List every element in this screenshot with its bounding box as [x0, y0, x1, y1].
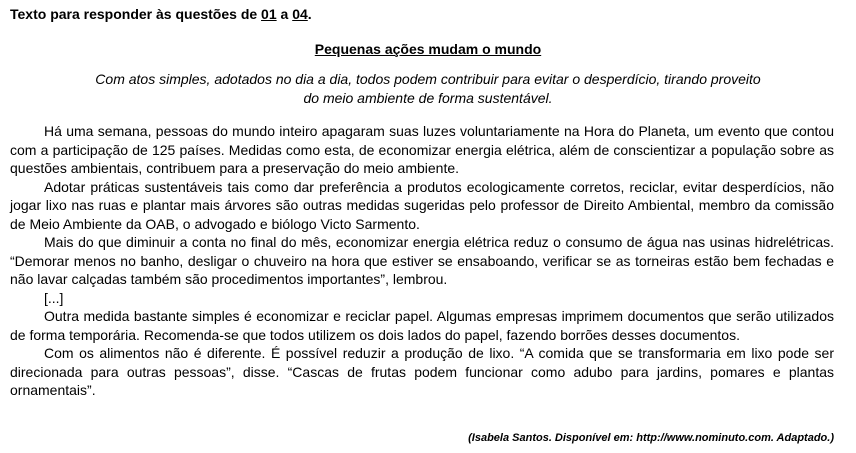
header-prefix: Texto para responder às questões de [10, 6, 262, 22]
source-citation: (Isabela Santos. Disponível em: http://www.nominuto.com. Adaptado.) [468, 432, 834, 444]
omission-marker: [...] [44, 289, 64, 306]
paragraph-5: Com os alimentos não é diferente. É possível reduzir a produção de lixo. “A comida que se transformaria em lixo pode ser direcionada para outras pessoas”, disse. “Cascas de frutas podem funcionar como adubo para jardins, pomares e plantas ornamentais”. [10, 345, 834, 398]
article-lead [40, 70, 816, 108]
lead-line-1: Com atos simples, adotados no dia a dia, todos podem contribuir para evitar o desperdício, tirando proveito [95, 71, 761, 87]
paragraph-1: Há uma semana, pessoas do mundo inteiro apagaram suas luzes voluntariamente na Hora do Planeta, um evento que contou com a participação de 125 países. Medidas como esta, de economizar energia elétrica, além de conscientizar a população sobre as questões ambientais, contribuem para a preservação do meio ambiente. [10, 123, 834, 176]
header-question-start: 01 [261, 6, 277, 22]
header-suffix: . [307, 6, 312, 22]
lead-line-2: do meio ambiente de forma sustentável. [303, 90, 553, 106]
paragraph-3: Mais do que diminuir a conta no final do mês, economizar energia elétrica reduz o consumo de água nas usinas hidrelétricas. “Demorar menos no banho, desligar o chuveiro na hora que estiver se ensaboando, verificar se as torneiras estão bem fechadas e não lavar calçadas também são procedimentos importantes”, lembrou. [10, 234, 834, 287]
paragraph-2: Adotar práticas sustentáveis tais como dar preferência a produtos ecologicamente corretos, reciclar, evitar desperdícios, não jogar lixo nas ruas e plantar mais árvores são outras medidas sugeridas pelo professor de Direito Ambiental, membro da comissão de Meio Ambiente da OAB, o advogado e biólogo Victo Sarmento. [10, 178, 834, 232]
paragraph-4: Outra medida bastante simples é economizar e reciclar papel. Algumas empresas imprimem documentos que serão utilizados de forma temporária. Recomenda-se que todos utilizem os dois lados do papel, fazendo borrões desses documentos. [10, 308, 834, 343]
article-title: Pequenas ações mudam o mundo [314, 41, 542, 57]
header-mid: a [276, 6, 293, 22]
article-body [10, 122, 834, 400]
instruction-header [10, 5, 312, 23]
header-question-end: 04 [292, 6, 308, 22]
